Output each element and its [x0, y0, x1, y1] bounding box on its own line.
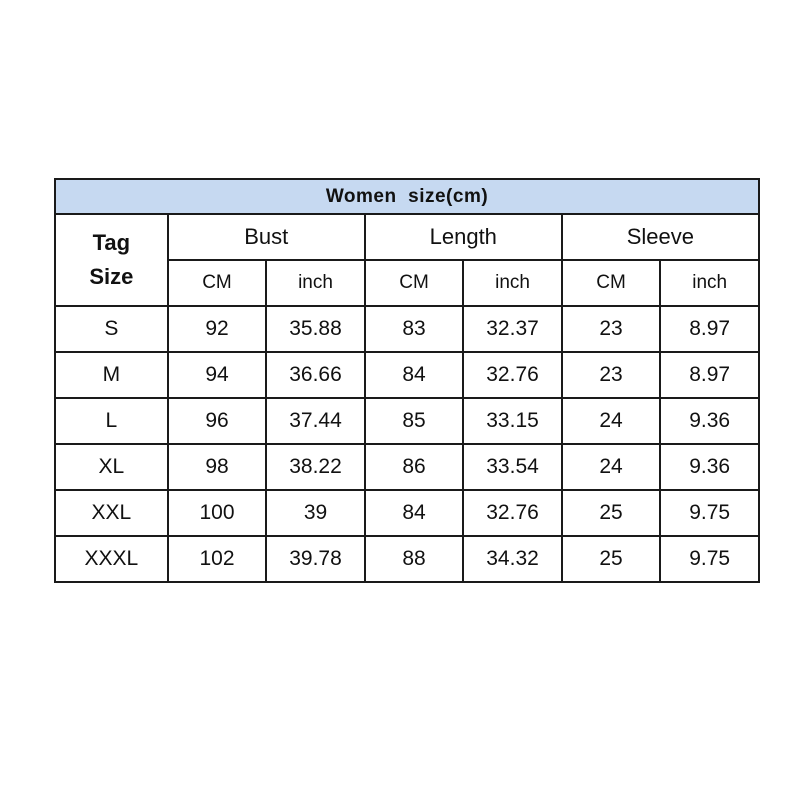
table-row	[55, 536, 759, 582]
bust-cm-cell: 92	[168, 306, 267, 352]
table-title: Women size(cm)	[55, 179, 759, 214]
sleeve-inch-cell: 8.97	[660, 306, 759, 352]
sleeve-cm-cell: 23	[562, 352, 661, 398]
sleeve-cm-cell: 23	[562, 306, 661, 352]
tag-size-header-line2: Size	[89, 264, 134, 289]
size-label-cell: XXL	[55, 490, 168, 536]
bust-inch-cell: 39.78	[266, 536, 365, 582]
sleeve-header: Sleeve	[562, 214, 759, 260]
bust-inch-cell: 36.66	[266, 352, 365, 398]
length-inch-cell: 32.76	[463, 352, 562, 398]
sleeve-cm-header: CM	[562, 260, 661, 306]
bust-cm-cell: 94	[168, 352, 267, 398]
length-inch-cell: 33.15	[463, 398, 562, 444]
bust-cm-cell: 98	[168, 444, 267, 490]
sleeve-cm-cell: 24	[562, 444, 661, 490]
bust-inch-cell: 37.44	[266, 398, 365, 444]
bust-inch-cell: 38.22	[266, 444, 365, 490]
bust-header: Bust	[168, 214, 365, 260]
sleeve-cm-cell: 24	[562, 398, 661, 444]
bust-cm-cell: 96	[168, 398, 267, 444]
bust-inch-cell: 35.88	[266, 306, 365, 352]
sleeve-inch-cell: 9.36	[660, 444, 759, 490]
length-inch-header: inch	[463, 260, 562, 306]
sleeve-inch-cell: 8.97	[660, 352, 759, 398]
length-cm-cell: 84	[365, 352, 464, 398]
length-cm-cell: 86	[365, 444, 464, 490]
sleeve-cm-cell: 25	[562, 490, 661, 536]
sleeve-inch-header: inch	[660, 260, 759, 306]
sleeve-inch-cell: 9.36	[660, 398, 759, 444]
length-cm-header: CM	[365, 260, 464, 306]
length-cm-cell: 83	[365, 306, 464, 352]
length-inch-cell: 32.37	[463, 306, 562, 352]
sleeve-inch-cell: 9.75	[660, 490, 759, 536]
table-row	[55, 352, 759, 398]
tag-size-header	[55, 214, 168, 306]
length-inch-cell: 34.32	[463, 536, 562, 582]
length-inch-cell: 33.54	[463, 444, 562, 490]
bust-cm-header: CM	[168, 260, 267, 306]
size-label-cell: XL	[55, 444, 168, 490]
size-label-cell: XXXL	[55, 536, 168, 582]
bust-inch-cell: 39	[266, 490, 365, 536]
size-label-cell: L	[55, 398, 168, 444]
length-header: Length	[365, 214, 562, 260]
table-row	[55, 490, 759, 536]
size-rows	[55, 306, 759, 582]
length-inch-cell: 32.76	[463, 490, 562, 536]
bust-cm-cell: 100	[168, 490, 267, 536]
group-header-row	[55, 214, 759, 260]
bust-inch-header: inch	[266, 260, 365, 306]
size-chart-table	[54, 178, 760, 583]
bust-cm-cell: 102	[168, 536, 267, 582]
length-cm-cell: 85	[365, 398, 464, 444]
title-row	[55, 179, 759, 214]
size-label-cell: S	[55, 306, 168, 352]
sleeve-inch-cell: 9.75	[660, 536, 759, 582]
length-cm-cell: 88	[365, 536, 464, 582]
tag-size-header-line1: Tag	[92, 230, 131, 255]
sleeve-cm-cell: 25	[562, 536, 661, 582]
length-cm-cell: 84	[365, 490, 464, 536]
table-row	[55, 306, 759, 352]
table-row	[55, 398, 759, 444]
size-label-cell: M	[55, 352, 168, 398]
table-row	[55, 444, 759, 490]
